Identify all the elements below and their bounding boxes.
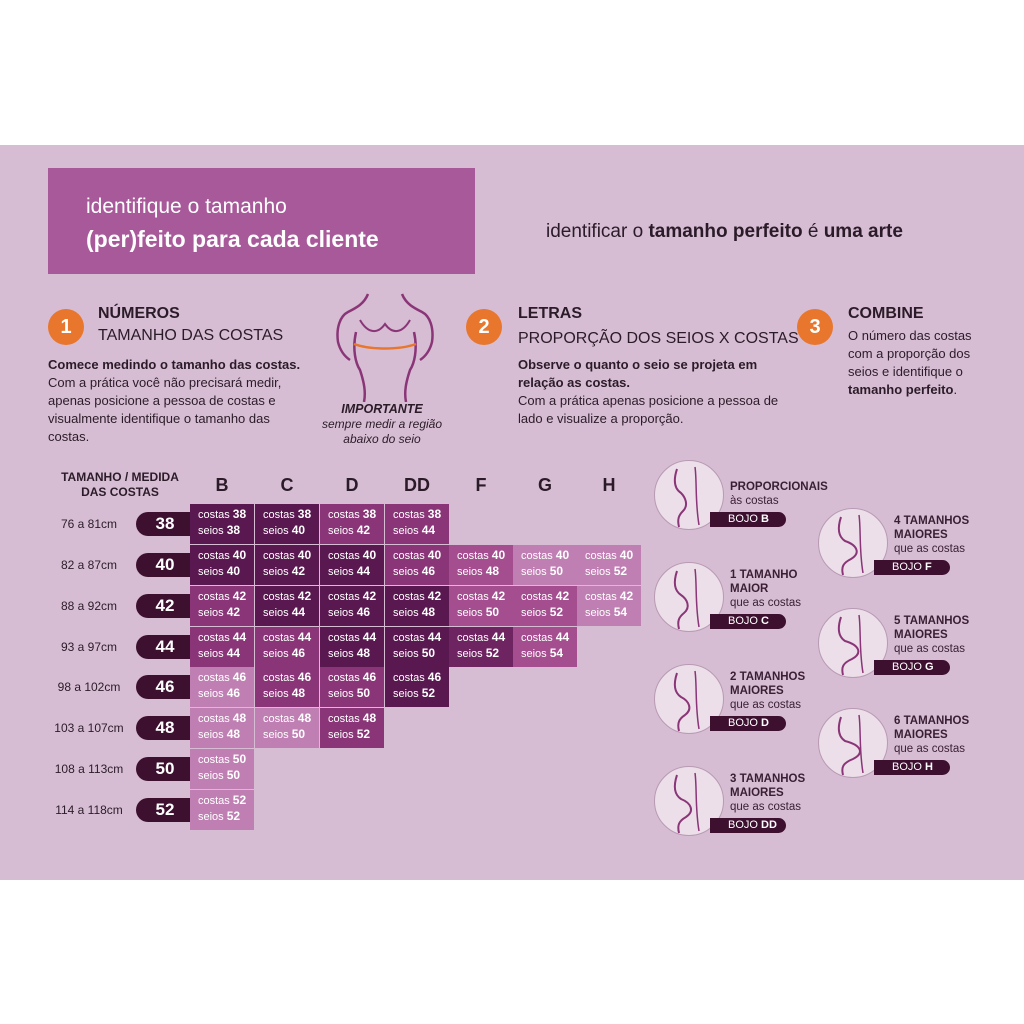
band-size-pill: 50	[136, 757, 194, 781]
size-cell: costas 46 seios 52	[385, 667, 449, 707]
band-size-pill: 44	[136, 635, 194, 659]
size-cell: costas 40 seios 40	[190, 545, 254, 585]
step-1-subtitle: TAMANHO DAS COSTAS	[98, 327, 284, 344]
size-cell: costas 42 seios 54	[577, 586, 641, 626]
important-text: sempre medir a região abaixo do seio	[321, 417, 443, 446]
size-cell: costas 40 seios 44	[320, 545, 384, 585]
tagline-bold-1: tamanho perfeito	[648, 221, 803, 242]
size-cell: costas 48 seios 50	[255, 708, 319, 748]
cup-column-dd: DD	[404, 475, 430, 495]
size-cell: costas 38 seios 44	[385, 504, 449, 544]
row-range: 103 a 107cm	[54, 721, 124, 735]
step-2-badge: 2	[466, 309, 502, 345]
cup-column-h: H	[602, 475, 616, 495]
cup-description: 4 TAMANHOS MAIORES que as costas	[894, 515, 970, 555]
row-range: 108 a 113cm	[54, 762, 124, 776]
size-cell: costas 42 seios 52	[513, 586, 577, 626]
size-cell: costas 40 seios 52	[577, 545, 641, 585]
row-range: 93 a 97cm	[60, 640, 118, 654]
band-size-pill: 40	[136, 553, 194, 577]
size-cell: costas 44 seios 54	[513, 627, 577, 667]
cup-item-g	[818, 608, 978, 688]
size-cell: costas 44 seios 52	[449, 627, 513, 667]
step-3-badge: 3	[797, 309, 833, 345]
step-2-body: Com a prática apenas posicione a pessoa de lado e visualize a proporção.	[518, 393, 779, 426]
cup-size-pill: BOJO D	[710, 716, 786, 731]
cup-description: 6 TAMANHOS MAIORES que as costas	[894, 715, 970, 755]
tagline-mid: é	[802, 221, 824, 242]
size-cell: costas 44 seios 50	[385, 627, 449, 667]
tagline	[546, 221, 903, 243]
cup-size-pill: BOJO DD	[710, 818, 786, 833]
step-2-text	[518, 356, 790, 428]
title-line-2: (per)feito para cada cliente	[86, 226, 379, 252]
step-3-body-post: .	[953, 382, 958, 397]
step-3-text	[848, 327, 988, 399]
size-cell: costas 42 seios 48	[385, 586, 449, 626]
size-column-header	[50, 470, 190, 500]
step-3-title: COMBINE	[848, 305, 924, 322]
cup-item-c	[654, 562, 814, 642]
size-cell: costas 52 seios 52	[190, 790, 254, 830]
size-cell: costas 48 seios 52	[320, 708, 384, 748]
cup-description: 2 TAMANHOS MAIORES que as costas	[730, 671, 806, 711]
step-1-bold: Comece medindo o tamanho das costas.	[48, 357, 301, 372]
step-1-title: NÚMEROS	[98, 305, 180, 322]
cup-description: 1 TAMANHO MAIOR que as costas	[730, 569, 801, 609]
tagline-bold-2: uma arte	[823, 221, 903, 242]
size-header-line-1: TAMANHO / MEDIDA	[61, 470, 179, 484]
size-cell: costas 44 seios 44	[190, 627, 254, 667]
size-cell: costas 40 seios 42	[255, 545, 319, 585]
row-range: 76 a 81cm	[60, 517, 118, 531]
step-2-subtitle: PROPORÇÃO DOS SEIOS X COSTAS	[518, 330, 799, 347]
size-cell: costas 42 seios 50	[449, 586, 513, 626]
size-cell: costas 40 seios 48	[449, 545, 513, 585]
size-cell: costas 42 seios 44	[255, 586, 319, 626]
title-banner	[48, 168, 475, 274]
tagline-pre: identificar o	[546, 221, 649, 242]
size-cell: costas 40 seios 50	[513, 545, 577, 585]
size-header-line-2: DAS COSTAS	[81, 485, 159, 499]
size-cell: costas 44 seios 48	[320, 627, 384, 667]
cup-column-c: C	[280, 475, 294, 495]
cup-item-d	[654, 664, 814, 744]
step-1-text	[48, 356, 308, 446]
cup-column-g: G	[537, 475, 552, 495]
cup-column-b: B	[215, 475, 229, 495]
step-1-badge: 1	[48, 309, 84, 345]
cup-description: PROPORCIONAIS às costas	[730, 481, 828, 507]
cup-description: 5 TAMANHOS MAIORES que as costas	[894, 615, 970, 655]
size-cell: costas 38 seios 42	[320, 504, 384, 544]
band-size-pill: 42	[136, 594, 194, 618]
row-range: 88 a 92cm	[60, 599, 118, 613]
size-cell: costas 48 seios 48	[190, 708, 254, 748]
cup-size-pill: BOJO H	[874, 760, 950, 775]
important-title: IMPORTANTE	[341, 402, 423, 416]
row-range: 82 a 87cm	[60, 558, 118, 572]
step-2-title: LETRAS	[518, 305, 582, 322]
band-size-pill: 52	[136, 798, 194, 822]
step-1-body: Com a prática você não precisará medir, apenas posicione a pessoa de costas e visualmente identifique o tamanho das costas.	[48, 375, 282, 444]
band-size-pill: 46	[136, 675, 194, 699]
size-cell: costas 46 seios 48	[255, 667, 319, 707]
size-cell: costas 42 seios 46	[320, 586, 384, 626]
important-note	[318, 402, 446, 447]
row-range: 98 a 102cm	[57, 680, 121, 694]
cup-item-b	[654, 460, 828, 540]
row-range: 114 a 118cm	[55, 803, 123, 817]
torso-measure-icon	[330, 290, 440, 402]
band-size-pill: 38	[136, 512, 194, 536]
size-cell: costas 46 seios 46	[190, 667, 254, 707]
cup-size-pill: BOJO B	[710, 512, 786, 527]
size-cell: costas 38 seios 38	[190, 504, 254, 544]
cup-item-f	[818, 508, 978, 588]
cup-column-f: F	[475, 475, 487, 495]
cup-description: 3 TAMANHOS MAIORES que as costas	[730, 773, 806, 813]
size-cell: costas 38 seios 40	[255, 504, 319, 544]
cup-item-h	[818, 708, 978, 788]
cup-item-dd	[654, 766, 814, 846]
step-2-bold: Observe o quanto o seio se projeta em relação as costas.	[518, 357, 758, 390]
cup-size-pill: BOJO G	[874, 660, 950, 675]
step-3-body-pre: O número das costas com a proporção dos seios e identifique o	[848, 328, 972, 379]
band-size-pill: 48	[136, 716, 194, 740]
cup-column-d: D	[345, 475, 359, 495]
title-line-1: identifique o tamanho	[86, 195, 287, 218]
size-cell: costas 46 seios 50	[320, 667, 384, 707]
step-3-bold: tamanho perfeito	[848, 382, 954, 397]
cup-size-pill: BOJO C	[710, 614, 786, 629]
cup-size-pill: BOJO F	[874, 560, 950, 575]
size-cell: costas 40 seios 46	[385, 545, 449, 585]
size-cell: costas 42 seios 42	[190, 586, 254, 626]
size-cell: costas 44 seios 46	[255, 627, 319, 667]
size-cell: costas 50 seios 50	[190, 749, 254, 789]
